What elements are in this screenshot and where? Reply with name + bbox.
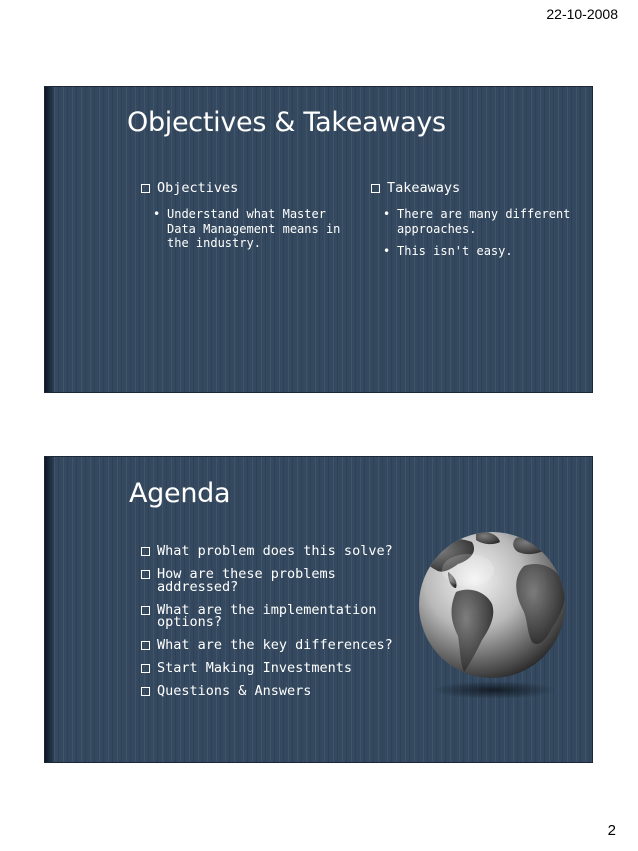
agenda-item	[141, 601, 401, 630]
square-bullet-icon	[141, 664, 150, 673]
agenda-item-text: What are the key differences?	[157, 637, 393, 653]
dot-bullet-icon: •	[153, 207, 161, 221]
dot-bullet-icon: •	[383, 244, 391, 259]
objectives-heading	[141, 180, 341, 196]
agenda-list	[141, 545, 401, 708]
square-bullet-icon	[141, 641, 150, 650]
agenda-item	[141, 662, 401, 675]
agenda-item-text: How are these problems addressed?	[157, 566, 336, 595]
takeaways-list	[383, 207, 571, 259]
objectives-column	[141, 180, 341, 259]
agenda-item-text: What problem does this solve?	[157, 543, 393, 559]
square-bullet-icon	[141, 547, 150, 556]
takeaways-column	[371, 180, 571, 267]
list-item	[383, 207, 571, 236]
agenda-item-text: What are the implementation options?	[157, 601, 377, 630]
list-item	[383, 244, 571, 259]
list-item-text: There are many different approaches.	[397, 207, 571, 236]
dot-bullet-icon: •	[383, 207, 391, 221]
list-item-text: Understand what Master Data Management means in the industry.	[167, 207, 341, 251]
agenda-item	[141, 568, 401, 593]
slide-agenda	[44, 456, 593, 763]
agenda-item	[141, 639, 401, 652]
slide-title: Objectives & Takeaways	[127, 107, 446, 138]
takeaways-heading	[371, 180, 571, 196]
agenda-item	[141, 545, 401, 558]
globe-icon	[412, 530, 572, 705]
agenda-item-text: Questions & Answers	[157, 683, 312, 699]
agenda-item	[141, 685, 401, 698]
slide-title: Agenda	[129, 478, 231, 509]
square-bullet-icon	[141, 184, 150, 193]
square-bullet-icon	[141, 687, 150, 696]
slide-objectives-takeaways	[44, 86, 593, 393]
takeaways-heading-text: Takeaways	[387, 180, 461, 196]
square-bullet-icon	[141, 570, 150, 579]
square-bullet-icon	[371, 184, 380, 193]
objectives-list	[153, 207, 341, 251]
list-item	[153, 207, 341, 251]
header-date: 22-10-2008	[546, 6, 618, 22]
objectives-heading-text: Objectives	[157, 180, 239, 196]
list-item-text: This isn't easy.	[397, 244, 513, 259]
square-bullet-icon	[141, 606, 150, 615]
agenda-item-text: Start Making Investments	[157, 660, 353, 676]
page-number: 2	[607, 822, 616, 839]
